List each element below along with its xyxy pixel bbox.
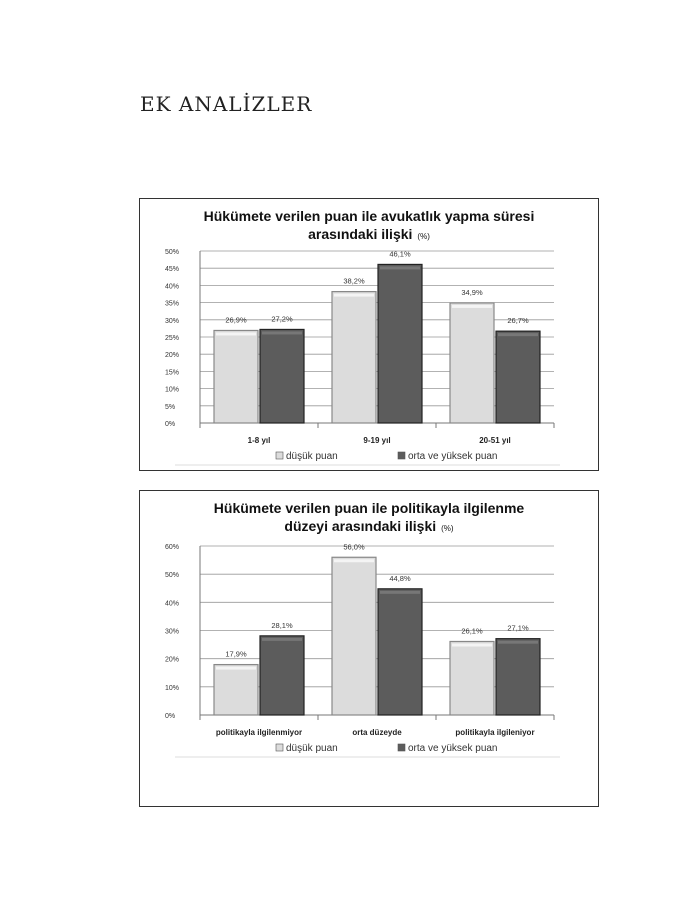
bar-highlight [334,294,374,297]
y-tick-label: 50% [165,572,180,580]
y-tick-label: 10% [165,684,180,692]
category-label: 1-8 yıl [247,436,271,445]
bar-highlight [380,591,420,594]
chart-title: Hükümete verilen puan ile avukatlık yapma süresi [203,208,535,224]
category-label: 9-19 yıl [363,436,391,445]
legend-swatch [276,452,283,459]
bar [214,330,258,423]
bar [260,636,304,715]
chart-1 [139,198,599,471]
bar-highlight [262,638,302,641]
data-label: 28,1% [271,620,293,630]
data-label: 26,7% [507,316,529,326]
y-tick-label: 60% [165,544,180,551]
bar [496,639,540,715]
category-label: 20-51 yıl [479,436,511,445]
bar-highlight [216,667,256,670]
bar [214,665,258,715]
data-label: 56,0% [343,542,365,552]
bar [332,557,376,715]
chart-2 [139,490,599,807]
bar [260,329,304,423]
legend-label: orta ve yüksek puan [408,743,498,754]
bar-highlight [262,331,302,334]
chart-title-line2: düzeyi arasındaki ilişki [284,518,437,534]
bar-highlight [452,305,492,308]
y-tick-label: 40% [165,283,180,291]
legend-label: düşük puan [286,743,338,754]
legend-label: düşük puan [286,451,338,462]
bar-highlight [498,641,538,644]
chart-2-svg [140,491,598,806]
y-tick-label: 30% [165,317,180,325]
bar [450,303,494,423]
data-label: 44,8% [389,573,411,583]
y-tick-label: 25% [165,335,180,342]
bar-highlight [380,266,420,269]
bar [332,292,376,423]
bar [378,589,422,715]
bar-highlight [216,332,256,335]
chart-title-unit: (%) [417,232,430,241]
legend-swatch [398,744,405,751]
y-tick-label: 30% [165,628,180,636]
y-tick-label: 20% [165,352,180,360]
y-tick-label: 35% [165,300,180,308]
category-label: orta düzeyde [352,728,402,737]
chart-title-unit: (%) [441,524,454,533]
chart-title: Hükümete verilen puan ile politikayla ilgilenme [213,500,525,516]
y-tick-label: 15% [165,369,180,377]
chart-title-line2: arasındaki ilişki [308,226,413,242]
y-tick-label: 5% [165,403,176,411]
bar-highlight [498,333,538,336]
y-tick-label: 10% [165,386,180,394]
data-label: 26,9% [225,315,247,325]
page-heading: EK ANALİZLER [140,92,313,116]
bar [450,641,494,715]
bar-highlight [334,559,374,562]
y-tick-label: 0% [165,421,176,428]
legend-label: orta ve yüksek puan [408,451,498,462]
category-label: politikayla ilgilenmiyor [215,728,303,737]
data-label: 46,1% [389,249,411,259]
data-label: 26,1% [461,626,483,636]
data-label: 38,2% [343,276,365,286]
y-tick-label: 45% [165,266,180,274]
bar [378,264,422,423]
data-label: 34,9% [461,287,483,297]
legend-swatch [398,452,405,459]
y-tick-label: 0% [165,713,176,720]
y-tick-label: 20% [165,656,180,664]
legend-swatch [276,744,283,751]
data-label: 17,9% [225,649,247,659]
y-tick-label: 40% [165,600,180,608]
bar [496,331,540,423]
chart-1-svg [140,199,598,470]
y-tick-label: 50% [165,249,180,256]
data-label: 27,2% [271,314,293,324]
bar-highlight [452,643,492,646]
data-label: 27,1% [507,623,529,633]
category-label: politikayla ilgileniyor [455,728,535,737]
